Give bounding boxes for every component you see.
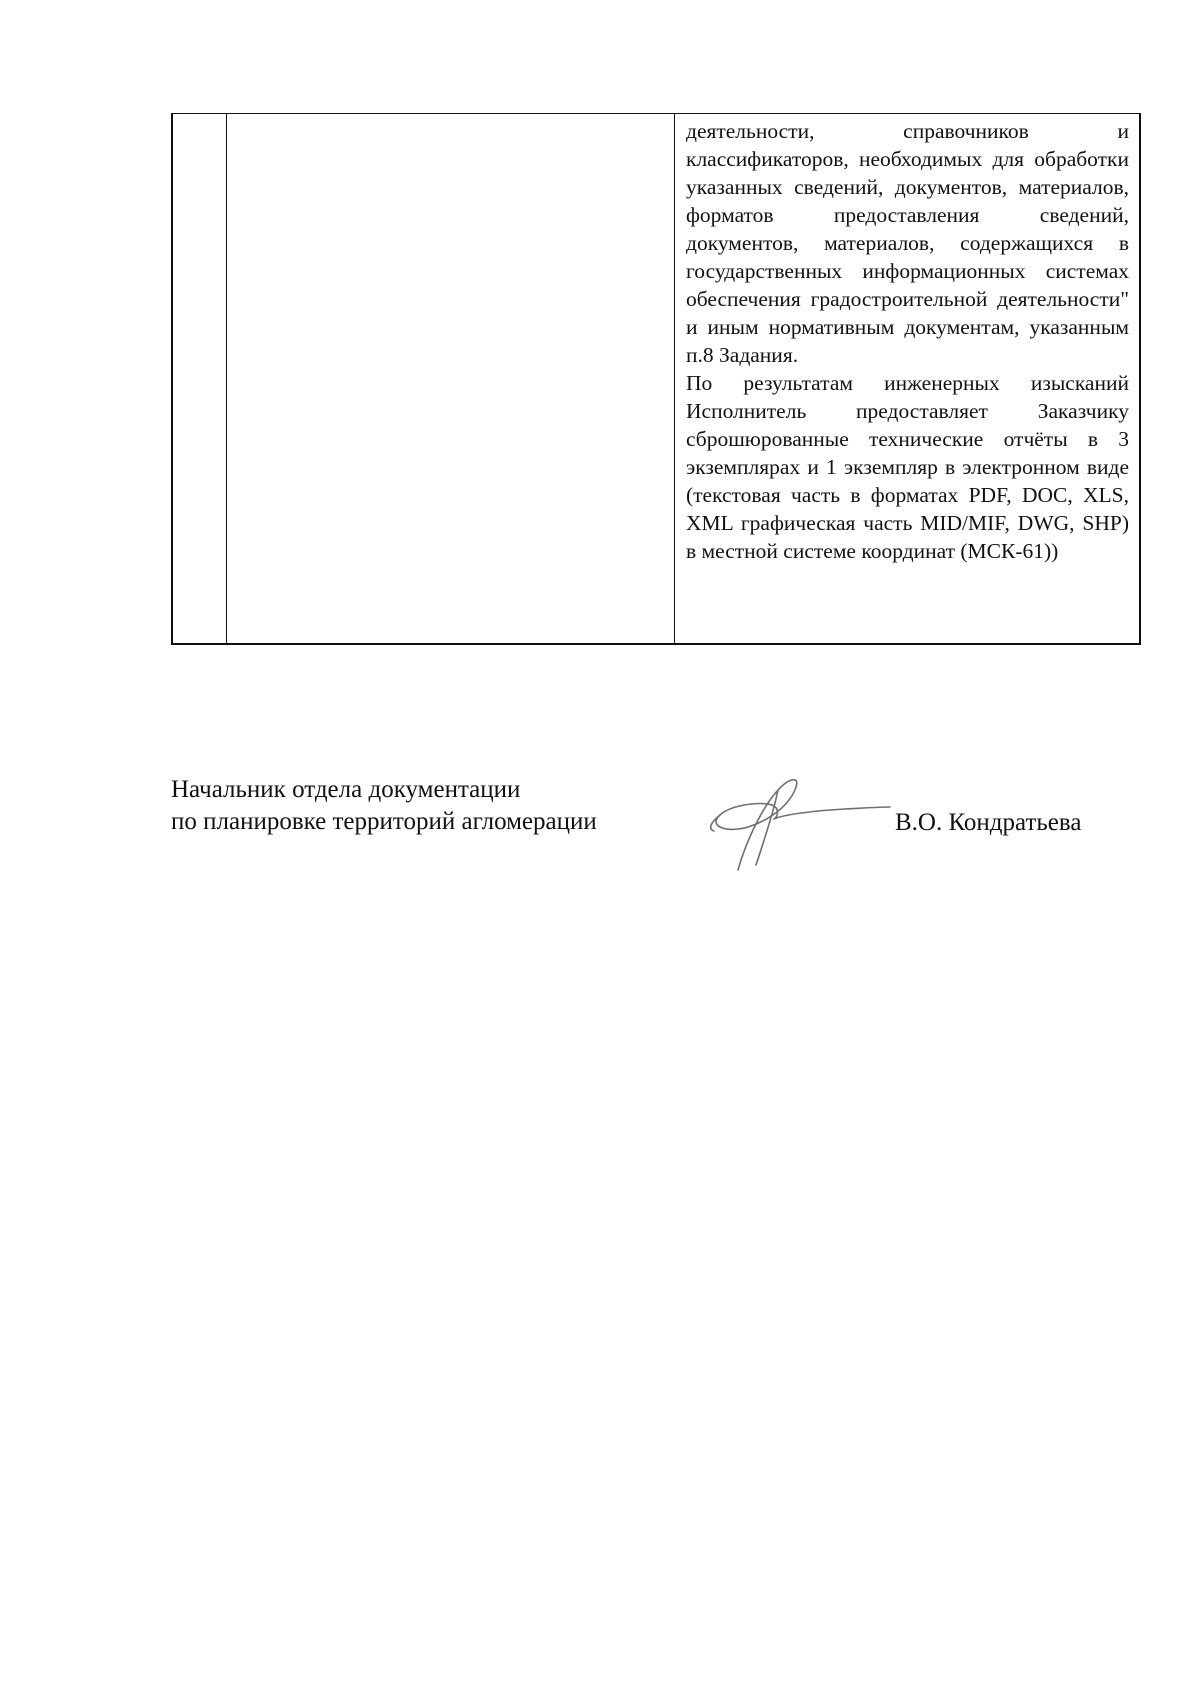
column-divider <box>674 114 675 643</box>
table-cell-requirements <box>686 117 1129 565</box>
table-cell-number <box>173 114 226 643</box>
requirements-paragraph: По результатам инженерных изысканий Исполнитель предоставляет Заказчику сброшюрованные технические отчёты в 3 экземплярах и 1 экземпляр в электронном виде (текстовая часть в форматах PDF, DOC, XLS, XML графическая часть MID/MIF, DWG, SHP) в местной системе координат (МСК-61)) <box>686 371 1129 563</box>
column-divider <box>226 114 227 643</box>
signatory-name: В.О. Кондратьева <box>895 809 1082 836</box>
requirements-paragraph: деятельности, справочников и классификаторов, необходимых для обработки указанных сведений, документов, материалов, форматов предоставления сведений, документов, материалов, содержащихся в государственных информационных системах обеспечения градостроительной деятельности" и иным нормативным документам, указанным п.8 Задания. <box>686 119 1129 367</box>
handwritten-signature-icon <box>700 765 900 885</box>
signatory-position: Начальник отдела документации по планировке территорий агломерации <box>171 776 597 835</box>
requirements-table-fragment <box>171 113 1141 645</box>
table-cell-name <box>228 114 674 643</box>
